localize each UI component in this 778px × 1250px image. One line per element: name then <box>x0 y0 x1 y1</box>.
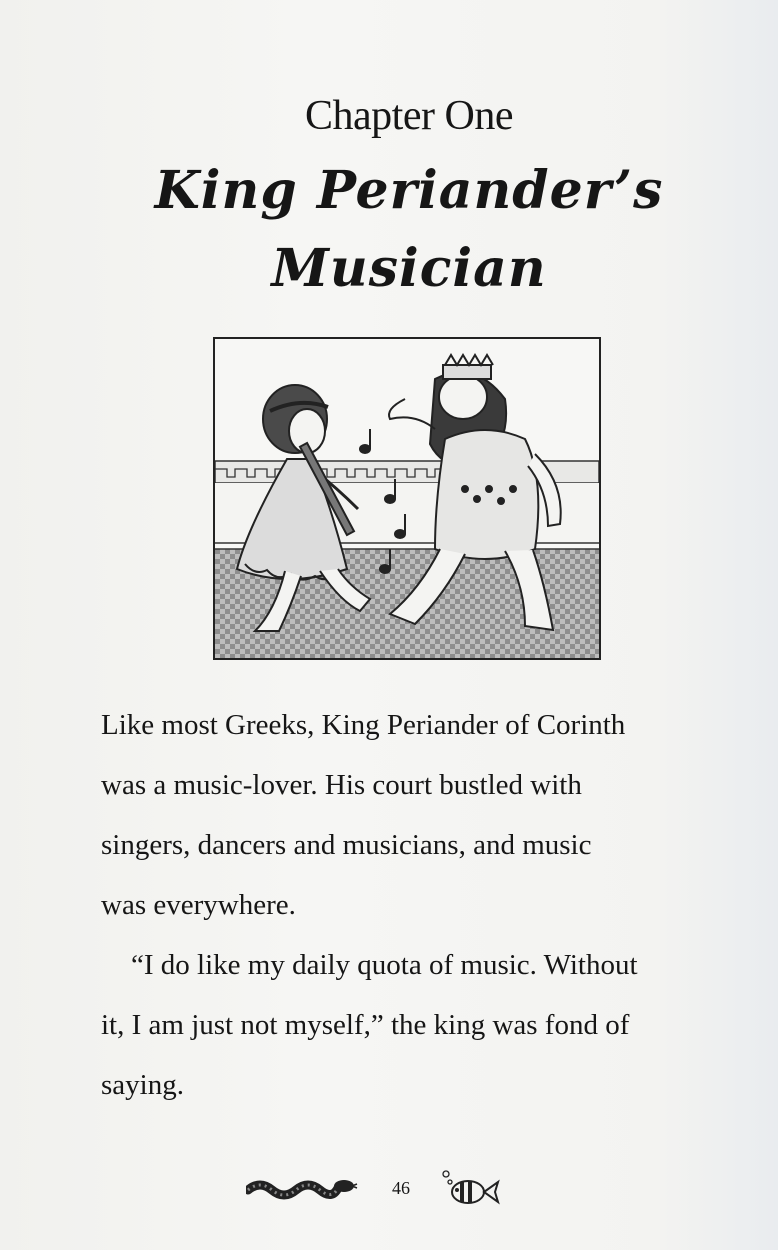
chapter-title-line-2: Musician <box>271 238 547 299</box>
body-line: was a music-lover. His court bustled with <box>101 769 582 801</box>
body-text <box>101 695 721 1115</box>
fish-icon <box>440 1168 502 1210</box>
body-line: it, I am just not myself,” the king was fond of <box>101 1009 630 1041</box>
body-line: “I do like my daily quota of music. Without <box>131 949 638 981</box>
page-number: 46 <box>392 1178 410 1198</box>
body-line: Like most Greeks, King Periander of Corinth <box>101 709 626 741</box>
body-line: saying. <box>101 1069 184 1101</box>
chapter-illustration <box>213 337 601 660</box>
body-line: was everywhere. <box>101 889 296 921</box>
musician-and-king-illustration-icon <box>215 339 599 658</box>
body-line: singers, dancers and musicians, and music <box>101 829 592 861</box>
page-footer <box>0 1168 778 1218</box>
chapter-label: Chapter One <box>305 93 513 139</box>
chapter-title-line-1: King Periander’s <box>154 160 664 221</box>
snake-icon <box>246 1174 358 1204</box>
